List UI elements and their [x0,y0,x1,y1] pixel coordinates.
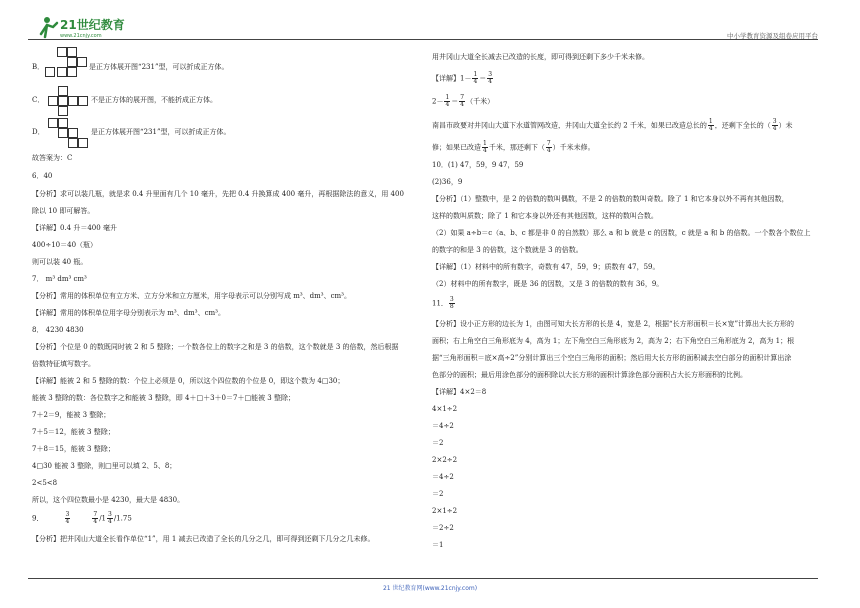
q11-detail-10: ＝1 [432,541,444,549]
q10-analysis-3: （2）如果 a÷b＝c（a、b、c 都是非 0 的自然数）那么 a 和 b 就是 c 的因数，c 就是 a 和 b 的倍数。一个数各个数位上 [432,229,811,237]
fraction: $\frac{3}{4}$ [65,511,70,525]
q11-detail-7: ＝2 [432,490,444,498]
q11-analysis-3: 据“三角形面积＝底×高÷2”分别计算出三个空白三角形的面积；然后用大长方形的面积减去空白部分的面积计算出涂 [432,354,792,362]
site-logo [38,14,126,40]
q9-detail-1: 【详解】1－ $\frac{1}{4}$ ＝ $\frac{3}{4}$ [432,71,493,85]
q10-answer-2: (2)36，9 [432,178,463,186]
answer-line: 故答案为：C [32,154,73,162]
q8-answer: 8． 4230 4830 [32,326,84,334]
q11-analysis-1: 【分析】设小正方形的边长为 1，由图可知大长方形的长是 4，宽是 2，根据“长方形面积＝长×宽”计算出大长方形的 [432,320,795,328]
q11-detail-5: 2×2÷2 [432,456,458,464]
q6-detail-2: 400÷10＝40（瓶） [32,241,98,249]
q6-detail-3: 则可以装 40 瓶。 [32,258,88,266]
option-d-label: D． [32,128,45,136]
q8-analysis-2: 倍数特征填写数字。 [32,360,95,368]
logo-subtext: www.21cnjy.com [60,33,102,39]
q8-analysis-1: 【分析】个位是 0 的数既同时被 2 和 5 整除；一个数各位上的数字之和是 3 的倍数，这个数就是 3 的倍数，然后根据 [32,343,399,351]
header-platform-text: 中小学教育资源及组卷应用平台 [727,32,818,40]
logo-text: 21世纪教育 [60,18,125,32]
fraction: $\frac{3}{4}$ [108,511,112,525]
cube-net-d [48,118,92,148]
q8-detail-8: 所以，这个四位数最小是 4230，最大是 4830。 [32,496,185,504]
q8-detail-1: 【详解】能被 2 和 5 整除的数：个位上必须是 0，所以这个四位数的个位是 0，即这个数为 4□30； [32,377,345,385]
q11-detail-4: ＝2 [432,439,444,447]
q10-analysis-1: 【分析】（1）整数中，是 2 的倍数的数叫偶数，不是 2 的倍数的数叫奇数。除了 1 和它本身以外不再有其他因数， [432,195,789,203]
header-divider [28,39,818,40]
q11-detail-6: ＝4÷2 [432,473,454,481]
q9-detail-2: 2－ $\frac{1}{4}$ ＝ $\frac{7}{4}$ （千米） [432,94,495,108]
q11-detail-1: 【详解】4×2＝8 [432,388,487,396]
q7-answer: 7． m³ dm³ cm³ [32,275,87,283]
q9-detail-3: 南昌市政要对井冈山大道下水道管网改造，井冈山大道全长约 2 千米，如果已改造总长的 $\frac{1}{4}$ ，还剩下全长的（ $\frac{3}{4}$ ）未 [432,118,793,132]
q9-answer: 9． $\frac{3}{4}$ $\frac{7}{4}$ /1 $\frac{3}{4}$ /1.75 [32,511,132,525]
option-d-text: 是正方体展开图“231”型，可以折成正方体。 [91,128,231,136]
q11-detail-2: 4×1÷2 [432,405,458,413]
option-c-text: 不是正方体的展开图，不能折成正方体。 [91,96,217,104]
option-b-text: 是正方体展开图“231”型，可以折成正方体。 [89,63,229,71]
fraction: $\frac{7}{4}$ [93,511,98,525]
q6-analysis-2: 除以 10 即可解答。 [32,207,95,215]
q11-detail-3: ＝4÷2 [432,422,454,430]
q8-detail-5: 7＋8＝15，能被 3 整除； [32,445,115,453]
footer-divider [28,578,818,579]
q7-analysis: 【分析】常用的体积单位有立方米、立方分米和立方厘米，用字母表示可以分别写成 m³、dm³、cm³。 [32,292,351,300]
q7-detail: 【详解】常用的体积单位用字母分别表示为 m³、dm³、cm³。 [32,309,225,317]
q8-detail-2: 能被 3 整除的数：各位数字之和能被 3 整除，即 4＋□＋3＋0＝7＋□能被 3 整除； [32,394,295,402]
option-b-label: B． [32,63,45,71]
option-c-label: C． [32,96,45,104]
q9-analysis: 【分析】把井冈山大道全长看作单位“1”，用 1 减去已改造了全长的几分之几，即可得到还剩下几分之几未修。 [32,535,375,543]
q6-answer: 6．40 [32,172,53,180]
q6-analysis-1: 【分析】求可以装几瓶，就是求 0.4 升里面有几个 10 毫升，先把 0.4 升换算成 400 毫升，再根据除法的意义，用 400 [32,190,404,198]
q8-detail-3: 7＋2＝9，能被 3 整除； [32,411,111,419]
q6-detail-1: 【详解】0.4 升＝400 毫升 [32,224,117,232]
q11-analysis-2: 面积；右上角空白三角形底为 4，高为 1；左下角空白三角形底为 2，高为 2；右下角空白三角形底为 2，高为 1；根 [432,337,795,345]
cube-net-c [48,86,92,116]
q10-detail-2: （2）材料中的所有数字，既是 36 的因数，又是 3 的倍数的数有 36，9。 [432,280,664,288]
q10-answer-1: 10．(1) 47，59，9 47，59 [432,161,524,169]
q9-detail-4: 修；如果已改造 $\frac{1}{4}$ 千米，那还剩下（ $\frac{7}{4}$ ）千米未修。 [432,140,595,154]
q11-detail-9: ＝2÷2 [432,524,454,532]
q10-detail-1: 【详解】（1）材料中的所有数字，奇数有 47，59，9；质数有 47，59。 [432,263,660,271]
q10-analysis-4: 的数字的和是 3 的倍数，这个数就是 3 的倍数。 [432,246,583,254]
q11-answer: 11． $\frac{3}{8}$ [432,296,454,310]
runner-icon [41,17,57,37]
q9-analysis-cont: 用井冈山大道全长减去已改造的长度，即可得到还剩下多少千米未修。 [432,53,649,61]
q11-analysis-4: 色部分的面积；最后用涂色部分的面积除以大长方形的面积计算涂色部分面积占大长方形面积的比例。 [432,371,747,379]
cube-net-b [45,47,89,87]
q8-detail-6: 4□30 能被 3 整除，则□里可以填 2、5、8； [32,462,177,470]
q11-detail-8: 2×1÷2 [432,507,458,515]
footer-link[interactable]: 21 世纪教育网(www.21cnjy.com) [382,585,478,592]
q8-detail-7: 2<5<8 [32,479,58,487]
q8-detail-4: 7＋5＝12，能被 3 整除； [32,428,115,436]
q10-analysis-2: 这样的数叫质数；除了 1 和它本身以外还有其他因数，这样的数叫合数。 [432,212,658,220]
